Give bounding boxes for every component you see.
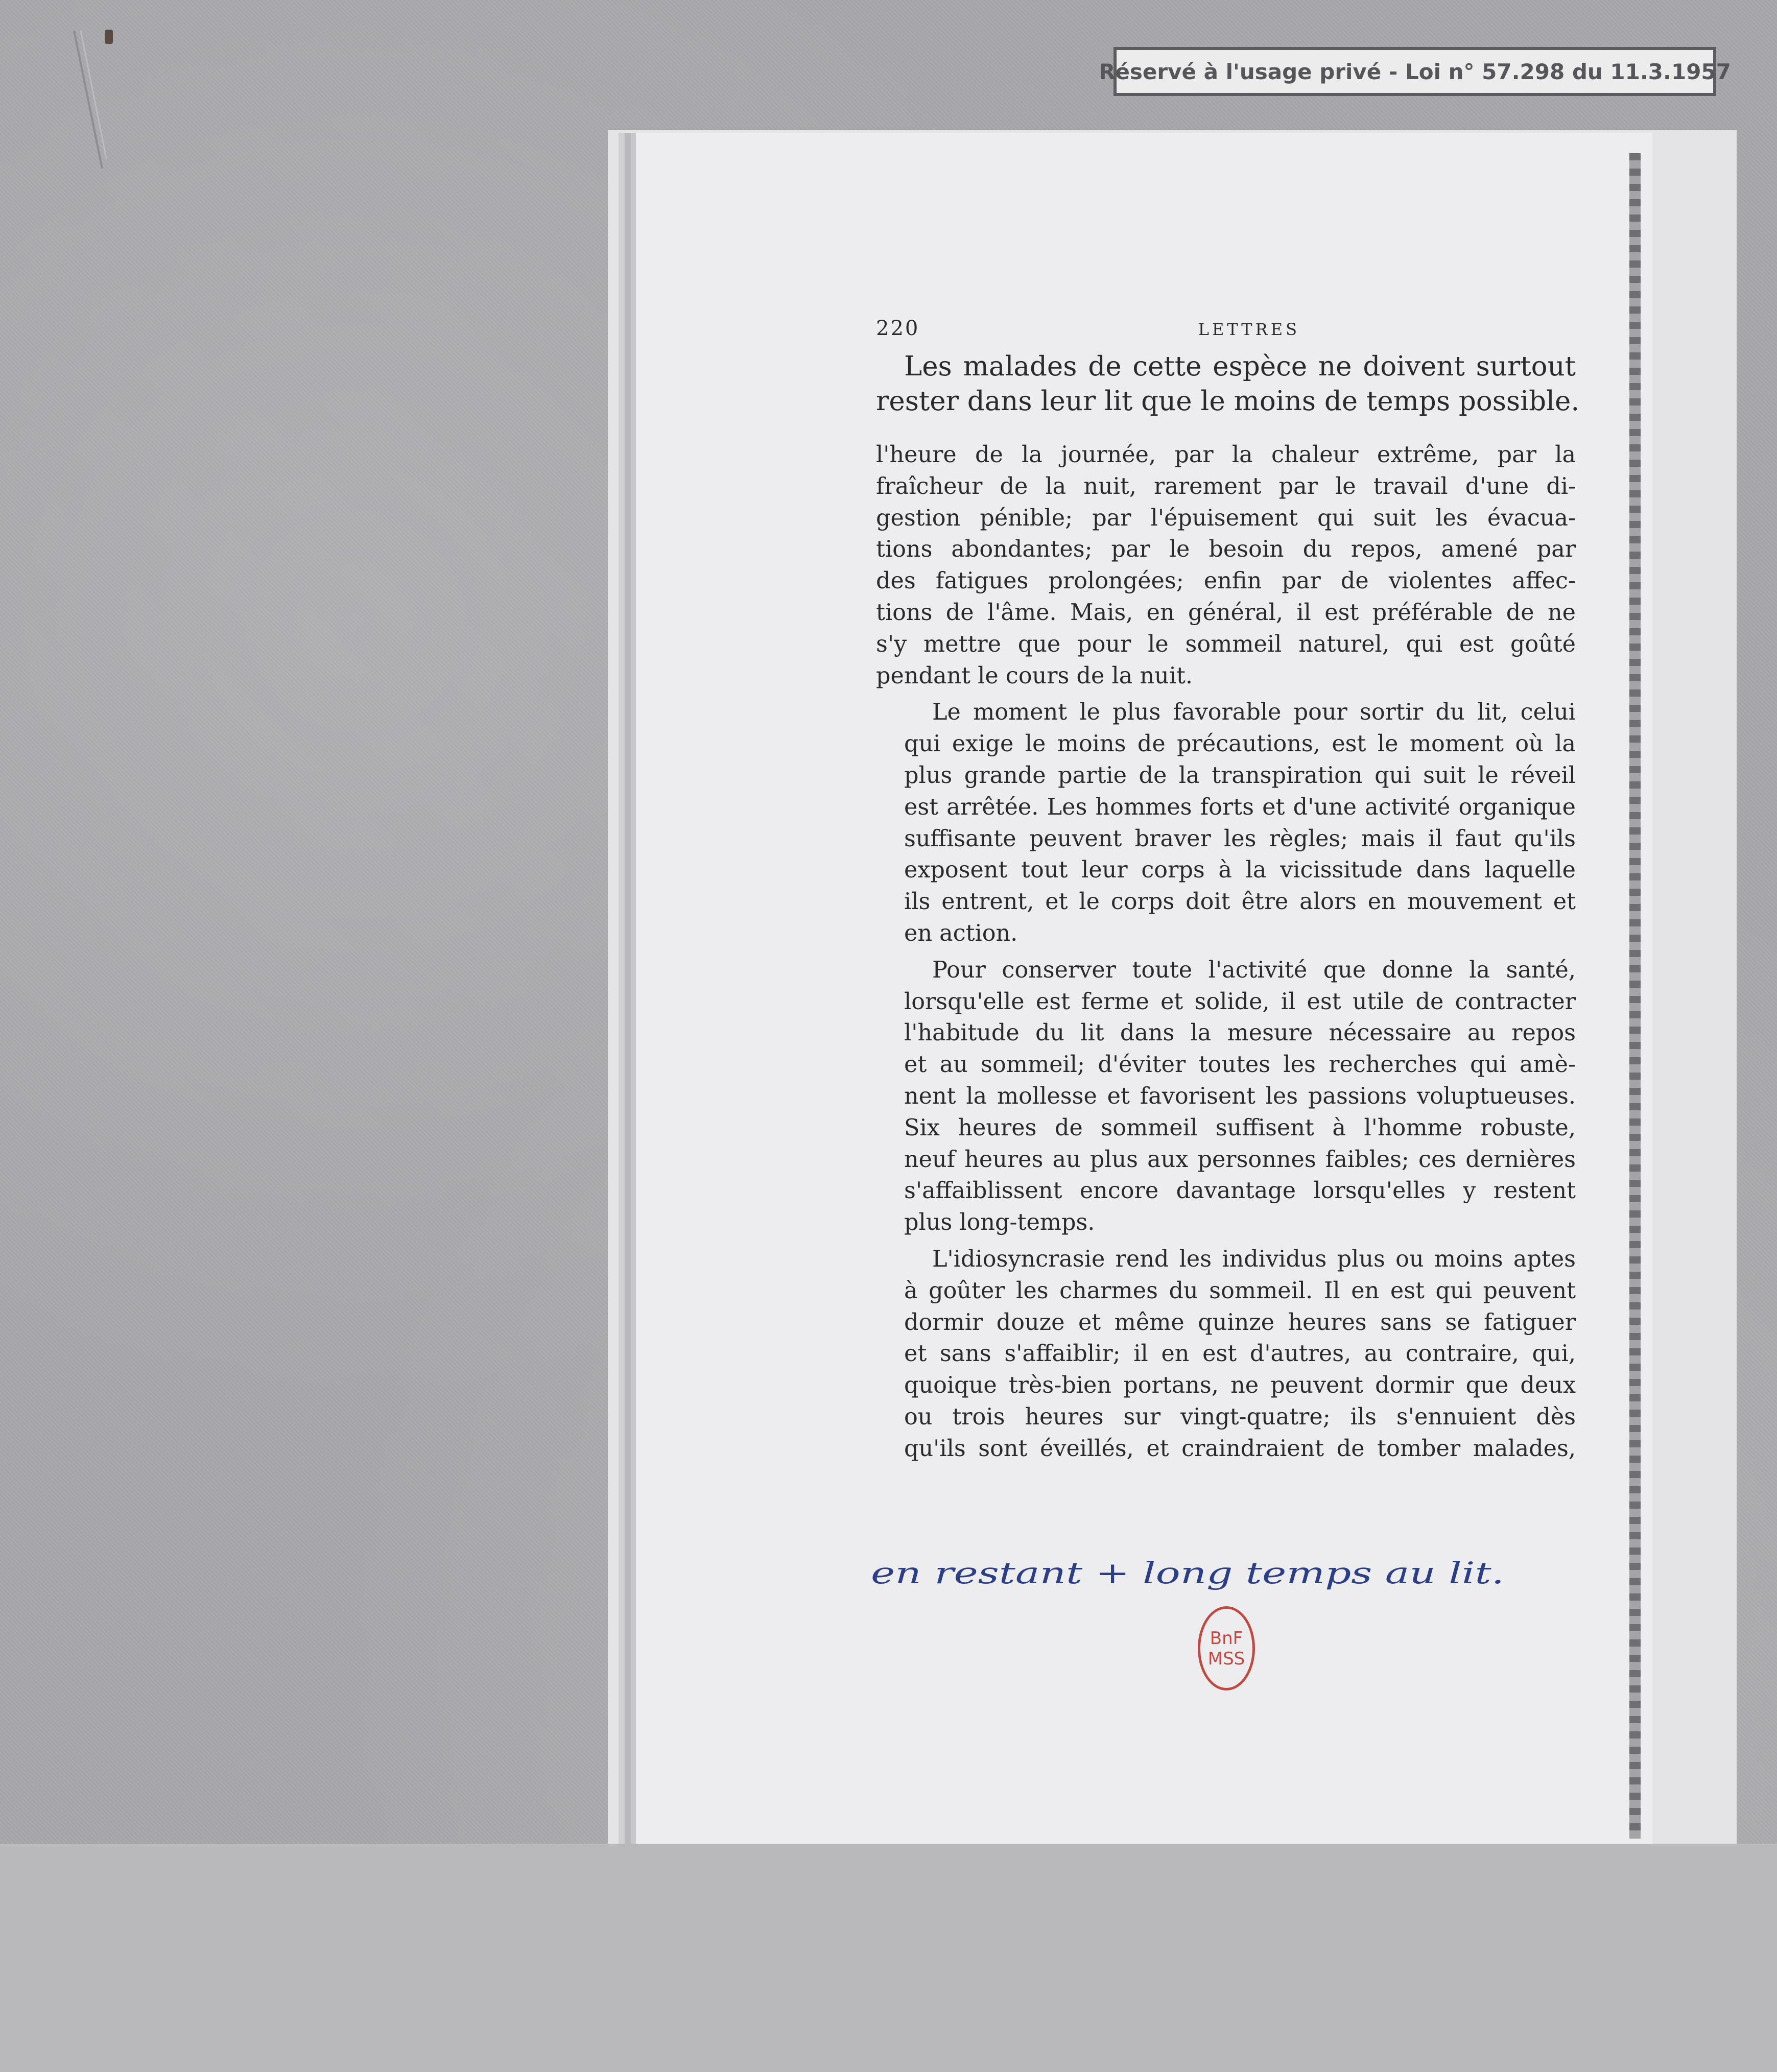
body-text (876, 439, 1576, 1465)
text-line: lorsqu'elle est ferme et solide, il est utile de contracter (904, 988, 1576, 1015)
stamp-line-1: BnF (1210, 1628, 1243, 1649)
text-line: exposent tout leur corps à la vicissitude dans laquelle (904, 857, 1576, 884)
text-line: dormir douze et même quinze heures sans se fatiguer (904, 1309, 1576, 1336)
text-line: plus grande partie de la transpiration qui suit le réveil (904, 762, 1576, 789)
text-line: L'idiosyncrasie rend les individus plus ou moins aptes (932, 1246, 1576, 1272)
handwritten-annotation (866, 1553, 1520, 1599)
summary-line: rester dans leur lit que le moins de temps possible. (876, 386, 1580, 417)
usage-restriction-stamp (1099, 47, 1731, 96)
scan-bottom-band (0, 1844, 1777, 2072)
usage-restriction-text: Réservé à l'usage privé - Loi n° 57.298 du 11.3.1957 (1099, 59, 1731, 84)
paragraph (876, 955, 1576, 1239)
text-line: Le moment le plus favorable pour sortir du lit, celui (932, 699, 1576, 726)
text-line: qu'ils sont éveillés, et craindraient de tomber malades, (904, 1435, 1576, 1462)
paragraph (876, 439, 1576, 692)
page-number: 220 (876, 317, 920, 340)
text-line: nent la mollesse et favorisent les passions voluptueuses. (904, 1083, 1576, 1109)
running-title: LETTRES (1198, 320, 1300, 339)
text-line: l'habitude du lit dans la mesure nécessaire au repos (904, 1020, 1576, 1046)
text-line: s'affaiblissent encore davantage lorsqu'elles y restent (904, 1178, 1576, 1204)
text-line: ou trois heures sur vingt-quatre; ils s'ennuient dès (904, 1403, 1576, 1430)
text-line: Six heures de sommeil suffisent à l'homme robuste, (904, 1114, 1576, 1141)
text-line: des fatigues prolongées; enfin par de violentes affec- (876, 568, 1576, 594)
page-right-edge (1629, 153, 1641, 1839)
paragraph (876, 697, 1576, 949)
text-line: à goûter les charmes du sommeil. Il en est qui peuvent (904, 1277, 1576, 1304)
text-line: s'y mettre que pour le sommeil naturel, qui est goûté (876, 631, 1576, 657)
running-head (876, 317, 1300, 340)
text-line: gestion pénible; par l'épuisement qui suit les évacua- (876, 505, 1576, 531)
summary-heading (876, 349, 1580, 419)
text-line: est arrêtée. Les hommes forts et d'une activité organique (904, 794, 1576, 820)
text-line: qui exige le moins de précautions, est le moment où la (904, 731, 1576, 757)
bnf-library-stamp (1198, 1606, 1255, 1690)
text-line: tions abondantes; par le besoin du repos, amené par (876, 536, 1576, 563)
text-line: plus long-temps. (904, 1209, 1095, 1236)
paragraph (876, 1244, 1576, 1465)
text-line: fraîcheur de la nuit, rarement par le travail d'une di- (876, 473, 1576, 499)
text-line: et au sommeil; d'éviter toutes les recherches qui amè- (904, 1052, 1576, 1078)
text-line: neuf heures au plus aux personnes faibles; ces dernières (904, 1146, 1576, 1173)
text-line: l'heure de la journée, par la chaleur extrême, par la (876, 442, 1576, 468)
text-line: pendant le cours de la nuit. (876, 662, 1193, 689)
page-content (876, 317, 1581, 1465)
stamp-line-2: MSS (1207, 1648, 1245, 1669)
text-line: en action. (904, 920, 1018, 946)
paper-crease (72, 31, 107, 174)
text-line: Pour conserver toute l'activité que donne la santé, (932, 957, 1576, 983)
text-line: tions de l'âme. Mais, en général, il est préférable de ne (876, 599, 1576, 626)
text-line: ils entrent, et le corps doit être alors en mouvement et (904, 889, 1576, 915)
text-line: et sans s'affaiblir; il en est d'autres, au contraire, qui, (904, 1341, 1576, 1367)
handwritten-annotation-text: en restant + long temps au lit. (871, 1556, 1504, 1590)
text-line: quoique très-bien portans, ne peuvent dormir que deux (904, 1372, 1576, 1399)
text-line: suffisante peuvent braver les règles; mais il faut qu'ils (904, 825, 1576, 852)
summary-line: Les malades de cette espèce ne doivent surtout (904, 351, 1576, 382)
